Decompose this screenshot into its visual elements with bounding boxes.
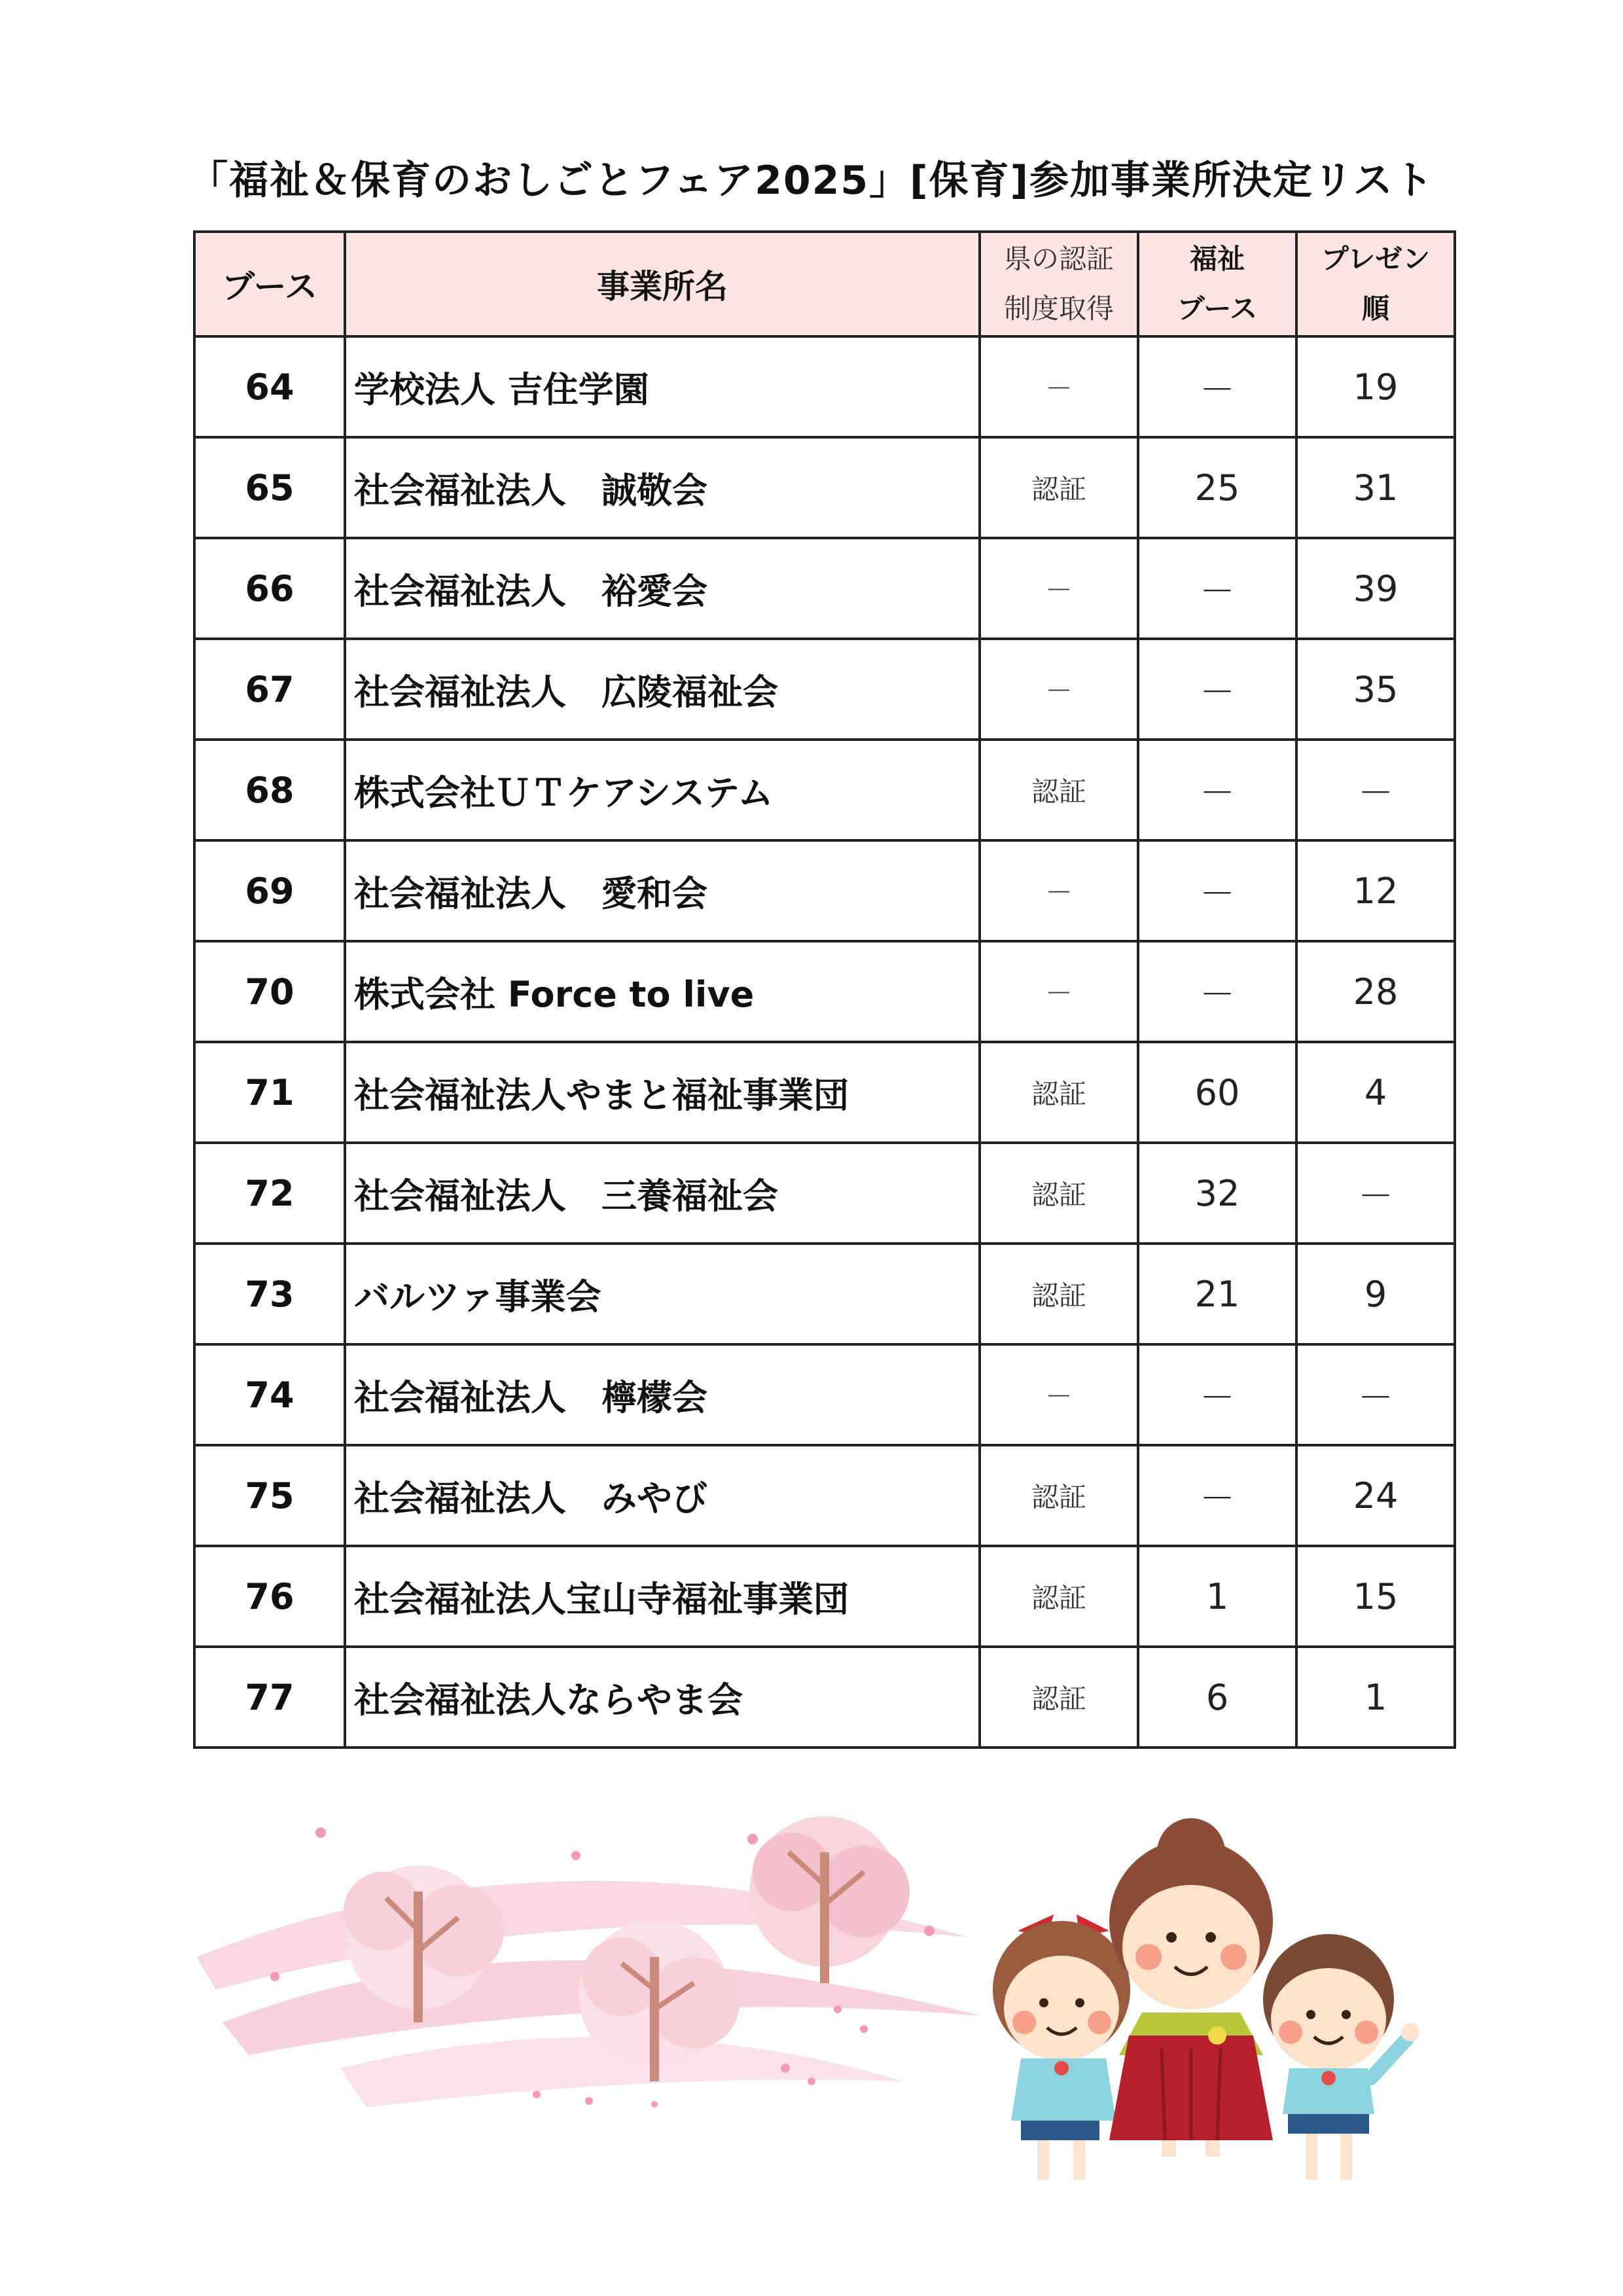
certification: 認証 <box>980 740 1138 840</box>
welfare-booth: － <box>1138 840 1296 941</box>
welfare-booth: － <box>1138 1344 1296 1445</box>
booth-number: 72 <box>194 1143 345 1244</box>
presentation-order: － <box>1296 1344 1455 1445</box>
organization-name: 社会福祉法人やまと福祉事業団 <box>345 1042 980 1143</box>
booth-number: 73 <box>194 1244 345 1344</box>
certification: 認証 <box>980 1546 1138 1647</box>
header-cert-line2: 制度取得 <box>1003 293 1114 325</box>
welfare-booth: 21 <box>1138 1244 1296 1344</box>
welfare-booth: － <box>1138 538 1296 639</box>
presentation-order: － <box>1296 1143 1455 1244</box>
certification: － <box>980 941 1138 1042</box>
welfare-booth: － <box>1138 1445 1296 1546</box>
booth-number: 67 <box>194 639 345 740</box>
presentation-order: 35 <box>1296 639 1455 740</box>
teacher-character-icon <box>1109 1818 1273 2157</box>
header-cert-line1: 県の認証 <box>1003 243 1114 275</box>
presentation-order: 19 <box>1296 336 1455 437</box>
certification: 認証 <box>980 1244 1138 1344</box>
welfare-booth: － <box>1138 941 1296 1042</box>
certification: － <box>980 538 1138 639</box>
presentation-order: 24 <box>1296 1445 1455 1546</box>
certification: － <box>980 639 1138 740</box>
organization-name: 学校法人 吉住学園 <box>345 336 980 437</box>
certification: 認証 <box>980 1042 1138 1143</box>
organization-name: バルツァ事業会 <box>345 1244 980 1344</box>
certification: 認証 <box>980 437 1138 538</box>
page-title: 「福祉＆保育のおしごとフェア2025」[保育]参加事業所決定リスト <box>188 158 1435 204</box>
header-pres-line2: 順 <box>1361 293 1389 325</box>
presentation-order: 12 <box>1296 840 1455 941</box>
presentation-order: 39 <box>1296 538 1455 639</box>
header-name: 事業所名 <box>345 232 980 336</box>
organization-name: 株式会社 Force to live <box>345 941 980 1042</box>
presentation-order: 31 <box>1296 437 1455 538</box>
booth-number: 75 <box>194 1445 345 1546</box>
booth-number: 66 <box>194 538 345 639</box>
presentation-order: 1 <box>1296 1647 1455 1748</box>
certification: － <box>980 1344 1138 1445</box>
presentation-order: 9 <box>1296 1244 1455 1344</box>
header-booth: ブース <box>194 232 345 336</box>
booth-number: 71 <box>194 1042 345 1143</box>
booth-number: 69 <box>194 840 345 941</box>
booth-number: 74 <box>194 1344 345 1445</box>
boy-character-icon <box>1263 1934 1419 2179</box>
welfare-booth: － <box>1138 740 1296 840</box>
certification: 認証 <box>980 1647 1138 1748</box>
organization-name: 社会福祉法人 裕愛会 <box>345 538 980 639</box>
welfare-booth: － <box>1138 336 1296 437</box>
booth-number: 76 <box>194 1546 345 1647</box>
booth-number: 65 <box>194 437 345 538</box>
presentation-order: 28 <box>1296 941 1455 1042</box>
header-welfare-line2: ブース <box>1177 293 1258 325</box>
header-welfare-line1: 福祉 <box>1189 243 1245 275</box>
organization-name: 社会福祉法人ならやま会 <box>345 1647 980 1748</box>
cherry-tree-icon <box>749 1816 910 1983</box>
organization-name: 社会福祉法人 誠敬会 <box>345 437 980 538</box>
welfare-booth: 25 <box>1138 437 1296 538</box>
organization-name: 社会福祉法人 愛和会 <box>345 840 980 941</box>
booth-number: 64 <box>194 336 345 437</box>
organization-name: 社会福祉法人 檸檬会 <box>345 1344 980 1445</box>
welfare-booth: 60 <box>1138 1042 1296 1143</box>
certification: 認証 <box>980 1143 1138 1244</box>
presentation-order: 4 <box>1296 1042 1455 1143</box>
welfare-booth: － <box>1138 639 1296 740</box>
welfare-booth: 1 <box>1138 1546 1296 1647</box>
organization-name: 社会福祉法人 三養福祉会 <box>345 1143 980 1244</box>
welfare-booth: 6 <box>1138 1647 1296 1748</box>
presentation-order: 15 <box>1296 1546 1455 1647</box>
certification: － <box>980 336 1138 437</box>
organization-name: 社会福祉法人宝山寺福祉事業団 <box>345 1546 980 1647</box>
certification: 認証 <box>980 1445 1138 1546</box>
booth-number: 77 <box>194 1647 345 1748</box>
organization-name: 株式会社ＵＴケアシステム <box>345 740 980 840</box>
welfare-booth: 32 <box>1138 1143 1296 1244</box>
organization-name: 社会福祉法人 広陵福祉会 <box>345 639 980 740</box>
booth-number: 70 <box>194 941 345 1042</box>
header-pres-line1: プレゼン <box>1321 243 1431 275</box>
presentation-order: － <box>1296 740 1455 840</box>
organization-name: 社会福祉法人 みやび <box>345 1445 980 1546</box>
certification: － <box>980 840 1138 941</box>
booth-number: 68 <box>194 740 345 840</box>
